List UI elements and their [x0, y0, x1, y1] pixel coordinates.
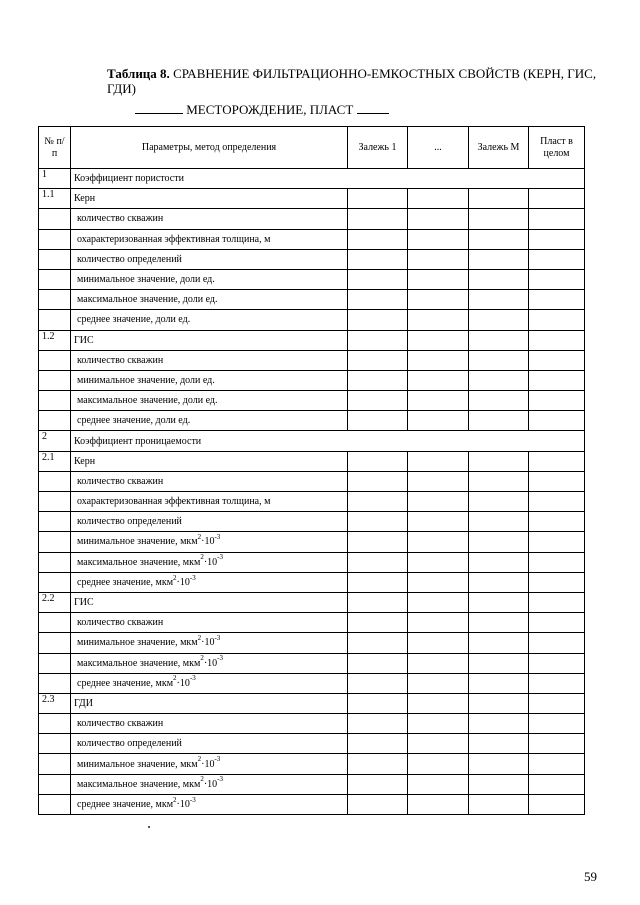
- value-cell: [348, 189, 408, 209]
- row-number: [39, 391, 71, 411]
- row-parameter: [71, 532, 348, 552]
- unit-exponent: 2: [173, 674, 177, 683]
- table-row: [39, 229, 585, 249]
- unit-multiplier: ·10: [176, 677, 190, 689]
- value-cell: [529, 370, 585, 390]
- row-number: [39, 552, 71, 572]
- table-row: [39, 734, 585, 754]
- row-parameter: количество скважин: [71, 350, 348, 370]
- row-parameter: минимальное значение, доли ед.: [71, 370, 348, 390]
- value-cell: [348, 754, 408, 774]
- unit-exponent: 2: [200, 553, 204, 562]
- unit-power: -3: [189, 795, 196, 804]
- row-number: [39, 532, 71, 552]
- row-number: [39, 350, 71, 370]
- value-cell: [469, 714, 529, 734]
- table-row: [39, 290, 585, 310]
- value-cell: [469, 613, 529, 633]
- field-blank: [135, 102, 183, 114]
- value-cell: [348, 592, 408, 612]
- row-number: [39, 471, 71, 491]
- value-cell: [529, 653, 585, 673]
- row-number: 2.1: [39, 451, 71, 471]
- row-parameter: [71, 572, 348, 592]
- unit-exponent: 2: [173, 573, 177, 582]
- value-cell: [408, 633, 469, 653]
- row-parameter: максимальное значение, доли ед.: [71, 290, 348, 310]
- row-number: [39, 370, 71, 390]
- value-cell: [348, 673, 408, 693]
- row-number: [39, 774, 71, 794]
- table-row: [39, 169, 585, 189]
- value-cell: [348, 512, 408, 532]
- parameter-text: максимальное значение, мкм: [77, 778, 201, 790]
- value-cell: [348, 492, 408, 512]
- row-parameter: ГДИ: [71, 693, 348, 713]
- table-row: [39, 269, 585, 289]
- table-row: [39, 512, 585, 532]
- parameter-text: среднее значение, мкм: [77, 677, 174, 689]
- value-cell: [348, 451, 408, 471]
- value-cell: [469, 693, 529, 713]
- row-parameter: среднее значение, доли ед.: [71, 411, 348, 431]
- unit-exponent: 2: [200, 775, 204, 784]
- value-cell: [529, 330, 585, 350]
- value-cell: [348, 330, 408, 350]
- value-cell: [408, 693, 469, 713]
- scan-speck: [148, 826, 150, 828]
- value-cell: [469, 734, 529, 754]
- table-row: [39, 673, 585, 693]
- value-cell: [348, 774, 408, 794]
- unit-exponent: 2: [173, 795, 177, 804]
- value-cell: [348, 269, 408, 289]
- unit-multiplier: ·10: [203, 556, 218, 568]
- parameter-text: минимальное значение, мкм: [77, 536, 198, 548]
- parameter-text: среднее значение, мкм: [77, 576, 174, 588]
- value-cell: [408, 613, 469, 633]
- row-parameter: охарактеризованная эффективная толщина, м: [71, 229, 348, 249]
- row-parameter: количество скважин: [71, 209, 348, 229]
- value-cell: [348, 370, 408, 390]
- row-number: 1.1: [39, 189, 71, 209]
- value-cell: [469, 330, 529, 350]
- parameter-text: максимальное значение, мкм: [77, 556, 201, 568]
- table-row: [39, 754, 585, 774]
- value-cell: [469, 249, 529, 269]
- value-cell: [408, 249, 469, 269]
- value-cell: [529, 794, 585, 814]
- row-parameter: количество определений: [71, 512, 348, 532]
- row-parameter: количество скважин: [71, 471, 348, 491]
- row-parameter: количество скважин: [71, 714, 348, 734]
- value-cell: [529, 189, 585, 209]
- unit-power: -3: [214, 755, 221, 764]
- value-cell: [469, 290, 529, 310]
- value-cell: [408, 451, 469, 471]
- value-cell: [348, 209, 408, 229]
- value-cell: [469, 209, 529, 229]
- value-cell: [348, 572, 408, 592]
- table-row: [39, 370, 585, 390]
- table-row: [39, 330, 585, 350]
- value-cell: [408, 774, 469, 794]
- value-cell: [348, 290, 408, 310]
- row-parameter: [71, 754, 348, 774]
- row-number: [39, 673, 71, 693]
- value-cell: [469, 572, 529, 592]
- value-cell: [529, 734, 585, 754]
- unit-power: -3: [214, 634, 221, 643]
- row-number: [39, 229, 71, 249]
- table-row: [39, 310, 585, 330]
- row-parameter: охарактеризованная эффективная толщина, м: [71, 492, 348, 512]
- value-cell: [348, 229, 408, 249]
- value-cell: [529, 269, 585, 289]
- value-cell: [408, 673, 469, 693]
- value-cell: [469, 391, 529, 411]
- row-number: 1: [39, 169, 71, 189]
- row-number: [39, 633, 71, 653]
- value-cell: [408, 532, 469, 552]
- header-deposit-m: Залежь М: [469, 127, 529, 169]
- row-parameter: [71, 774, 348, 794]
- row-number: [39, 269, 71, 289]
- value-cell: [408, 592, 469, 612]
- row-parameter: минимальное значение, доли ед.: [71, 269, 348, 289]
- value-cell: [469, 653, 529, 673]
- page-number: 59: [584, 869, 597, 884]
- comparison-table: [38, 126, 585, 815]
- value-cell: [529, 391, 585, 411]
- row-number: [39, 653, 71, 673]
- table-header-row: [39, 127, 585, 169]
- value-cell: [348, 411, 408, 431]
- row-parameter: Керн: [71, 451, 348, 471]
- value-cell: [348, 613, 408, 633]
- row-parameter: ГИС: [71, 330, 348, 350]
- value-cell: [529, 229, 585, 249]
- table-row: [39, 532, 585, 552]
- table-row: [39, 714, 585, 734]
- value-cell: [529, 492, 585, 512]
- value-cell: [469, 229, 529, 249]
- value-cell: [469, 310, 529, 330]
- value-cell: [469, 189, 529, 209]
- unit-exponent: 2: [200, 654, 204, 663]
- row-number: [39, 492, 71, 512]
- row-number: [39, 209, 71, 229]
- value-cell: [469, 370, 529, 390]
- value-cell: [408, 653, 469, 673]
- value-cell: [469, 512, 529, 532]
- table-row: [39, 350, 585, 370]
- row-number: 2: [39, 431, 71, 451]
- header-parameters: Параметры, метод определения: [71, 127, 348, 169]
- row-parameter: [71, 552, 348, 572]
- value-cell: [408, 391, 469, 411]
- value-cell: [529, 350, 585, 370]
- layer-blank: [357, 102, 389, 114]
- value-cell: [529, 290, 585, 310]
- value-cell: [408, 370, 469, 390]
- value-cell: [469, 754, 529, 774]
- unit-multiplier: ·10: [203, 778, 218, 790]
- value-cell: [408, 492, 469, 512]
- unit-exponent: 2: [197, 533, 202, 542]
- table-row: [39, 411, 585, 431]
- value-cell: [348, 633, 408, 653]
- value-cell: [529, 673, 585, 693]
- row-parameter: количество определений: [71, 734, 348, 754]
- table-title: [107, 66, 607, 96]
- value-cell: [529, 512, 585, 532]
- row-number: [39, 290, 71, 310]
- value-cell: [348, 653, 408, 673]
- row-number: [39, 714, 71, 734]
- row-parameter: [71, 673, 348, 693]
- unit-multiplier: ·10: [201, 637, 215, 649]
- value-cell: [529, 209, 585, 229]
- value-cell: [529, 471, 585, 491]
- value-cell: [408, 734, 469, 754]
- row-parameter: [71, 653, 348, 673]
- table-row: [39, 633, 585, 653]
- table-row: [39, 249, 585, 269]
- header-number: № п/п: [39, 127, 71, 169]
- value-cell: [529, 552, 585, 572]
- unit-multiplier: ·10: [176, 798, 190, 810]
- row-parameter: ГИС: [71, 592, 348, 612]
- value-cell: [408, 229, 469, 249]
- unit-power: -3: [217, 654, 223, 663]
- row-number: [39, 310, 71, 330]
- value-cell: [529, 774, 585, 794]
- table-row: [39, 774, 585, 794]
- table-row: [39, 592, 585, 612]
- table-title-text: СРАВНЕНИЕ ФИЛЬТРАЦИОННО-ЕМКОСТНЫХ СВОЙСТВ (КЕРН, ГИС, ГДИ): [107, 66, 597, 96]
- table-row: [39, 189, 585, 209]
- value-cell: [529, 714, 585, 734]
- parameter-text: максимальное значение, мкм: [77, 657, 201, 669]
- table-row: [39, 431, 585, 451]
- table-row: [39, 693, 585, 713]
- row-number: 2.3: [39, 693, 71, 713]
- row-parameter: количество скважин: [71, 613, 348, 633]
- row-number: [39, 249, 71, 269]
- value-cell: [408, 714, 469, 734]
- value-cell: [408, 552, 469, 572]
- value-cell: [469, 774, 529, 794]
- unit-multiplier: ·10: [201, 758, 215, 770]
- header-deposit-1: Залежь 1: [348, 127, 408, 169]
- value-cell: [408, 209, 469, 229]
- unit-power: -3: [214, 533, 221, 542]
- header-layer-total: Пласт в целом: [529, 127, 585, 169]
- value-cell: [408, 350, 469, 370]
- row-parameter: количество определений: [71, 249, 348, 269]
- row-number: [39, 754, 71, 774]
- row-number: [39, 411, 71, 431]
- value-cell: [469, 532, 529, 552]
- value-cell: [408, 572, 469, 592]
- row-number: [39, 794, 71, 814]
- table-row: [39, 209, 585, 229]
- value-cell: [348, 249, 408, 269]
- value-cell: [348, 734, 408, 754]
- value-cell: [348, 391, 408, 411]
- row-number: [39, 512, 71, 532]
- value-cell: [469, 552, 529, 572]
- value-cell: [348, 310, 408, 330]
- table-row: [39, 613, 585, 633]
- value-cell: [469, 673, 529, 693]
- value-cell: [348, 350, 408, 370]
- table-row: [39, 471, 585, 491]
- value-cell: [529, 572, 585, 592]
- unit-power: -3: [217, 553, 223, 562]
- row-parameter: Коэффициент проницаемости: [71, 431, 585, 451]
- row-parameter: Керн: [71, 189, 348, 209]
- value-cell: [408, 794, 469, 814]
- table-row: [39, 572, 585, 592]
- parameter-text: среднее значение, мкм: [77, 798, 174, 810]
- table-row: [39, 451, 585, 471]
- value-cell: [529, 592, 585, 612]
- value-cell: [469, 269, 529, 289]
- row-number: [39, 613, 71, 633]
- value-cell: [469, 411, 529, 431]
- value-cell: [348, 532, 408, 552]
- value-cell: [529, 633, 585, 653]
- value-cell: [408, 290, 469, 310]
- value-cell: [408, 330, 469, 350]
- value-cell: [529, 249, 585, 269]
- unit-power: -3: [189, 573, 196, 582]
- unit-power: -3: [217, 775, 223, 784]
- table-row: [39, 653, 585, 673]
- value-cell: [529, 613, 585, 633]
- value-cell: [469, 471, 529, 491]
- value-cell: [529, 411, 585, 431]
- value-cell: [348, 552, 408, 572]
- row-number: 1.2: [39, 330, 71, 350]
- value-cell: [348, 794, 408, 814]
- table-row: [39, 492, 585, 512]
- value-cell: [408, 471, 469, 491]
- table-row: [39, 794, 585, 814]
- row-number: [39, 572, 71, 592]
- parameter-text: минимальное значение, мкм: [77, 637, 198, 649]
- value-cell: [469, 492, 529, 512]
- value-cell: [469, 633, 529, 653]
- table-body: [39, 169, 585, 815]
- value-cell: [408, 411, 469, 431]
- value-cell: [408, 310, 469, 330]
- value-cell: [529, 310, 585, 330]
- row-parameter: Коэффициент пористости: [71, 169, 585, 189]
- value-cell: [348, 471, 408, 491]
- value-cell: [408, 754, 469, 774]
- row-parameter: [71, 794, 348, 814]
- unit-multiplier: ·10: [203, 657, 218, 669]
- value-cell: [529, 451, 585, 471]
- table-row: [39, 552, 585, 572]
- value-cell: [469, 592, 529, 612]
- value-cell: [348, 714, 408, 734]
- value-cell: [529, 754, 585, 774]
- unit-multiplier: ·10: [176, 576, 190, 588]
- value-cell: [408, 269, 469, 289]
- unit-multiplier: ·10: [201, 536, 215, 548]
- value-cell: [469, 350, 529, 370]
- unit-exponent: 2: [197, 755, 202, 764]
- value-cell: [408, 189, 469, 209]
- table-title-label: Таблица 8.: [107, 66, 170, 81]
- row-parameter: максимальное значение, доли ед.: [71, 391, 348, 411]
- table-subtitle: [135, 102, 389, 117]
- row-number: [39, 734, 71, 754]
- unit-power: -3: [189, 674, 196, 683]
- value-cell: [348, 693, 408, 713]
- parameter-text: минимальное значение, мкм: [77, 758, 198, 770]
- value-cell: [529, 532, 585, 552]
- row-parameter: [71, 633, 348, 653]
- row-number: 2.2: [39, 592, 71, 612]
- value-cell: [408, 512, 469, 532]
- value-cell: [469, 451, 529, 471]
- unit-exponent: 2: [197, 634, 202, 643]
- value-cell: [469, 794, 529, 814]
- subtitle-text: МЕСТОРОЖДЕНИЕ, ПЛАСТ: [186, 102, 354, 117]
- value-cell: [529, 693, 585, 713]
- table-row: [39, 391, 585, 411]
- header-ellipsis: ...: [408, 127, 469, 169]
- row-parameter: среднее значение, доли ед.: [71, 310, 348, 330]
